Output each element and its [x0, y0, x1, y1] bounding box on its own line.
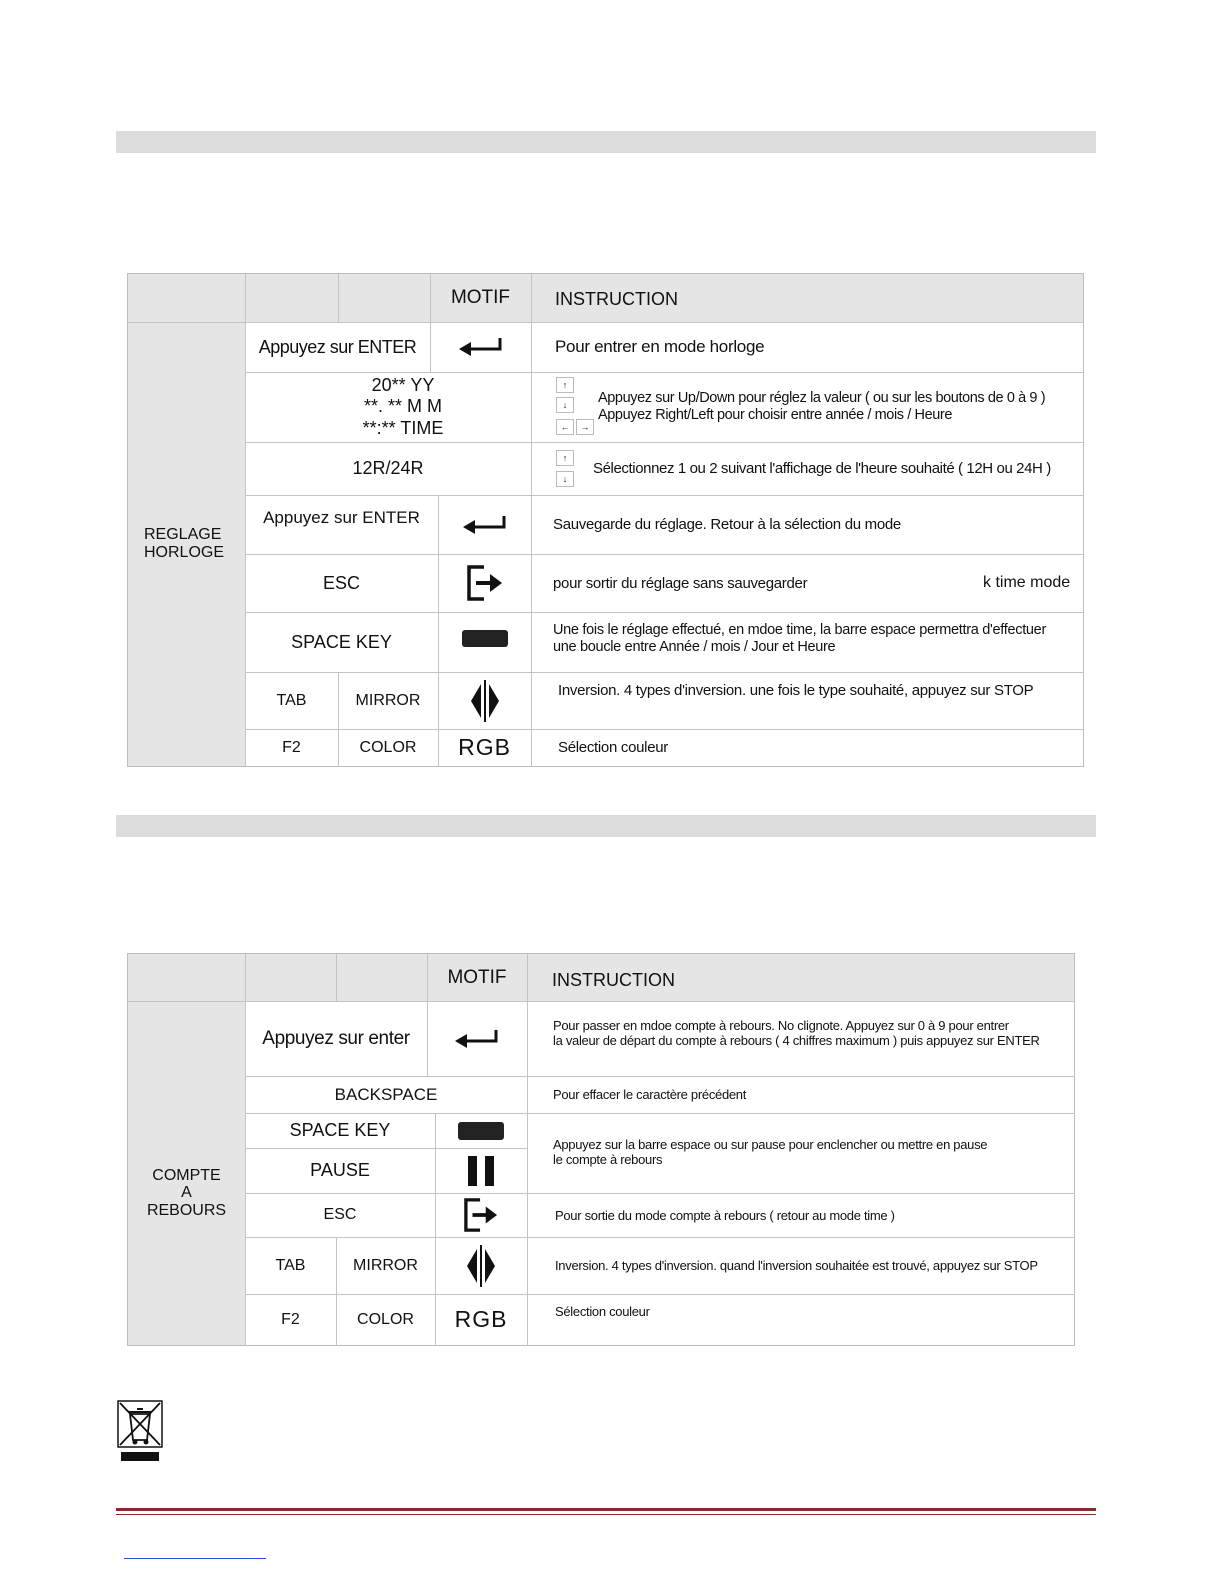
instruction-enter-clock: Pour entrer en mode horloge	[555, 337, 765, 356]
left-arrow-icon: ←	[556, 419, 574, 435]
instruction-color: Sélection couleur	[555, 1304, 650, 1319]
enter-arrow-icon	[438, 495, 531, 554]
down-arrow-icon: ↓	[556, 397, 574, 413]
footer-rule-thin	[116, 1514, 1096, 1515]
section-header-bar-countdown	[116, 815, 1096, 837]
instruction-esc: pour sortir du réglage sans sauvegarder	[553, 574, 808, 592]
exit-icon	[438, 554, 531, 612]
header-motif: MOTIF	[450, 287, 511, 308]
instruction-12h-24h: Sélectionnez 1 ou 2 suivant l'affichage de l'heure souhaité ( 12H ou 24H )	[593, 460, 1051, 477]
instruction-color: Sélection couleur	[558, 739, 668, 756]
key-12r-24r: 12R/24R	[352, 458, 424, 478]
header-instruction: INSTRUCTION	[552, 969, 675, 990]
exit-icon	[435, 1193, 527, 1237]
instruction-esc-extra: k time mode	[983, 574, 1071, 591]
instruction-adjust-value: Appuyez sur Up/Down pour réglez la valeur ( ou sur les boutons de 0 à 9 ) Appuyez Right/Left pour choisir entre année / mois / Heure	[598, 390, 1046, 423]
right-arrow-icon: →	[576, 419, 594, 435]
key-tab: TAB	[275, 1256, 306, 1274]
mirror-icon	[438, 672, 531, 729]
up-arrow-icon: ↑	[556, 450, 574, 466]
key-f2: F2	[281, 1310, 300, 1328]
instruction-space-pause: Appuyez sur la barre espace ou sur pause pour enclencher ou mettre en pause le compte à rebours	[553, 1137, 988, 1167]
instruction-esc: Pour sortie du mode compte à rebours ( retour au mode time )	[555, 1207, 895, 1223]
key-date-format: 20** YY **. ** M M **:** TIME	[362, 374, 444, 438]
key-pause: PAUSE	[310, 1160, 370, 1180]
footer-rule	[116, 1508, 1096, 1511]
enter-arrow-icon	[430, 322, 531, 372]
instruction-space: Une fois le réglage effectué, en mdoe time, la barre espace permettra d'effectuer une boucle entre Année / mois / Jour et Heure	[553, 622, 1046, 655]
key-appuyez-enter: Appuyez sur enter	[262, 1027, 410, 1049]
header-instruction: INSTRUCTION	[555, 288, 678, 309]
key-esc: ESC	[322, 572, 360, 593]
key-appuyez-enter: Appuyez sur ENTER	[258, 336, 417, 357]
section-label-compte-a-rebours: COMPTE A REBOURS	[146, 1166, 227, 1219]
pause-icon	[435, 1148, 527, 1193]
key-color: COLOR	[357, 1310, 414, 1328]
instruction-mirror: Inversion. 4 types d'inversion. une fois le type souhaité, appuyez sur STOP	[558, 682, 1034, 699]
arrow-keys-group	[556, 377, 596, 437]
enter-arrow-icon	[427, 1001, 527, 1076]
key-appuyez-enter-save: Appuyez sur ENTER	[263, 507, 420, 527]
down-arrow-icon: ↓	[556, 471, 574, 487]
up-arrow-icon: ↑	[556, 377, 574, 393]
space-bar-icon	[435, 1113, 527, 1148]
key-mirror: MIRROR	[355, 691, 421, 709]
key-backspace: BACKSPACE	[334, 1084, 438, 1104]
key-space: SPACE KEY	[291, 631, 392, 652]
updown-keys-group	[556, 450, 576, 490]
instruction-backspace: Pour effacer le caractère précédent	[553, 1087, 747, 1102]
clock-settings-table	[127, 273, 1084, 767]
mirror-icon	[435, 1237, 527, 1294]
countdown-table	[127, 953, 1075, 1346]
weee-bin-icon	[117, 1400, 163, 1462]
instruction-mirror: Inversion. 4 types d'inversion. quand l'inversion souhaitée est trouvé, appuyez sur STOP	[555, 1258, 1038, 1273]
rgb-label: RGB	[458, 734, 511, 760]
key-mirror: MIRROR	[353, 1256, 418, 1274]
key-esc: ESC	[323, 1206, 357, 1223]
space-bar-icon	[438, 612, 531, 672]
rgb-label: RGB	[454, 1306, 508, 1332]
section-label-reglage-horloge: REGLAGE HORLOGE	[144, 526, 225, 561]
footer-link-underline[interactable]	[124, 1558, 266, 1559]
key-color: COLOR	[359, 738, 417, 756]
header-motif: MOTIF	[447, 966, 507, 988]
instruction-save: Sauvegarde du réglage. Retour à la sélection du mode	[553, 516, 901, 533]
key-f2: F2	[282, 738, 301, 756]
instruction-enter-countdown: Pour passer en mdoe compte à rebours. No clignote. Appuyez sur 0 à 9 pour entrer la valeur de départ du compte à rebours ( 4 chiffres maximum ) puis appuyez sur ENTER	[553, 1018, 1040, 1048]
key-tab: TAB	[276, 691, 307, 709]
section-header-bar-clock	[116, 131, 1096, 153]
key-space: SPACE KEY	[289, 1120, 391, 1140]
